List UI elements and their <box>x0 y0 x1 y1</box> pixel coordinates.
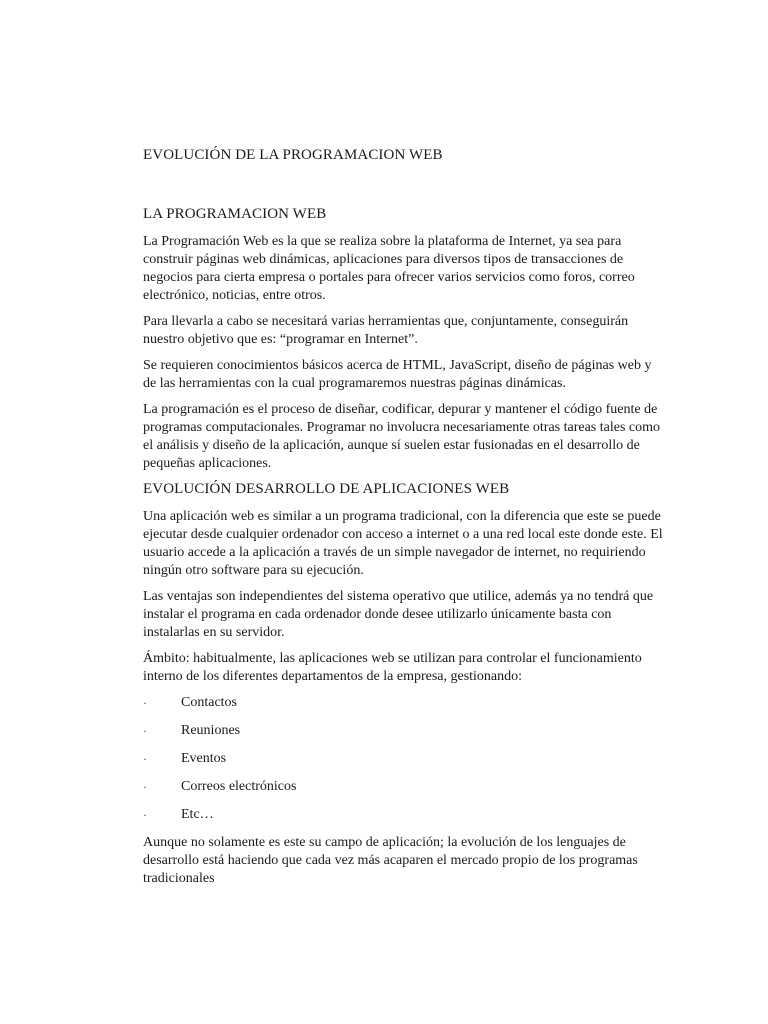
paragraph-programming: La programación es el proceso de diseñar, codificar, depurar y mantener el código fuente de programas computacionales. Programar no involucra necesariamente otras tareas tales como el análisis y diseño de la aplicación, aunque sí suelen estar fusionadas en el desarrollo de pequeñas aplicaciones. <box>143 402 661 471</box>
list-item <box>143 806 663 824</box>
section-heading-evolucion: EVOLUCIÓN DESARROLLO DE APLICACIONES WEB <box>143 481 510 497</box>
list-item-label: Eventos <box>181 751 227 766</box>
paragraph-tools: Para llevarla a cabo se necesitará varias herramientas que, conjuntamente, conseguirán nuestro objetivo que es: “programar en Internet”. <box>143 314 629 347</box>
list-item <box>143 750 663 768</box>
list-item <box>143 694 663 712</box>
list-item <box>143 722 663 740</box>
list-item-label: Etc… <box>181 807 214 822</box>
paragraph-knowledge: Se requieren conocimientos básicos acerca de HTML, JavaScript, diseño de páginas web y de las herramientas con la cual programaremos nuestras páginas dinámicas. <box>143 358 652 391</box>
paragraph-advantages: Las ventajas son independientes del sistema operativo que utilice, además ya no tendrá que instalar el programa en cada ordenador donde desee utilizarlo únicamente basta con instalarlas en su servidor. <box>143 589 654 640</box>
paragraph-definition: La Programación Web es la que se realiza sobre la plataforma de Internet, ya sea para construir páginas web dinámicas, aplicaciones para diversos tipos de transacciones de negocios para cierta empresa o portales para ofrecer varios servicios como foros, correo electrónico, noticias, entre otros. <box>143 234 635 303</box>
bullet-icon: · <box>143 724 147 738</box>
list-item <box>143 778 663 796</box>
paragraph-web-app: Una aplicación web es similar a un programa tradicional, con la diferencia que este se puede ejecutar desde cualquier ordenador con acceso a internet o a una red local este donde este. El usuario accede a la aplicación a través de un simple navegador de internet, no requiriendo ningún otro software para su ejecución. <box>143 509 663 578</box>
bullet-icon: · <box>143 808 147 822</box>
bullet-list <box>143 694 663 824</box>
bullet-icon: · <box>143 696 147 710</box>
paragraph-scope: Ámbito: habitualmente, las aplicaciones web se utilizan para controlar el funcionamiento interno de los diferentes departamentos de la empresa, gestionando: <box>143 651 642 684</box>
bullet-icon: · <box>143 780 147 794</box>
list-item-label: Contactos <box>181 695 237 710</box>
list-item-label: Reuniones <box>181 723 241 738</box>
section-heading-programacion-web: LA PROGRAMACION WEB <box>143 206 327 222</box>
bullet-icon: · <box>143 752 147 766</box>
list-item-label: Correos electrónicos <box>181 779 297 794</box>
paragraph-closing: Aunque no solamente es este su campo de aplicación; la evolución de los lenguajes de desarrollo está haciendo que cada vez más acaparen el mercado propio de los programas tradicionales <box>143 835 638 886</box>
document-title: EVOLUCIÓN DE LA PROGRAMACION WEB <box>143 147 443 163</box>
document-body <box>143 146 663 888</box>
